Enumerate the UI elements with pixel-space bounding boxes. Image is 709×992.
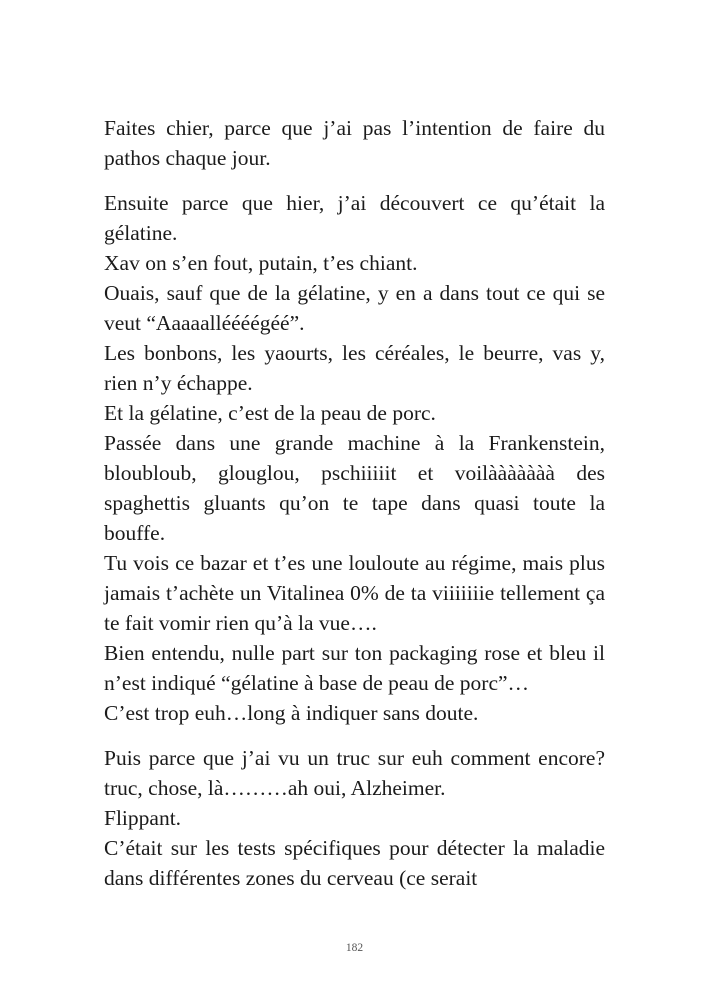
text-line: Ensuite parce que hier, j’ai découvert ce qu’était la gélatine. — [104, 191, 605, 245]
page-number: 182 — [345, 942, 364, 954]
text-line: C’est trop euh…long à indiquer sans doute. — [104, 701, 479, 725]
text-line: Et la gélatine, c’est de la peau de porc. — [104, 401, 436, 425]
text-line: C’était sur les tests spécifiques pour détecter la maladie dans différentes zones du cerveau (ce serait — [104, 836, 605, 890]
paragraph-1 — [104, 113, 605, 173]
text-line: Faites chier, parce que j’ai pas l’intention de faire du pathos chaque jour. — [104, 116, 605, 170]
text-line: Les bonbons, les yaourts, les céréales, le beurre, vas y, rien n’y échappe. — [104, 341, 605, 395]
page-body — [104, 113, 605, 893]
text-line: Puis parce que j’ai vu un truc sur euh comment encore? truc, chose, là………ah oui, Alzheimer. — [104, 746, 605, 800]
paragraph-3 — [104, 743, 605, 893]
text-line: Flippant. — [104, 806, 182, 830]
paragraph-2 — [104, 188, 605, 728]
text-line: Bien entendu, nulle part sur ton packaging rose et bleu il n’est indiqué “gélatine à base de peau de porc”… — [104, 641, 605, 695]
text-line: Xav on s’en fout, putain, t’es chiant. — [104, 251, 418, 275]
text-line: Passée dans une grande machine à la Frankenstein, bloubloub, glouglou, pschiiiiit et voilààààààà des spaghettis gluants qu’on te tape dans quasi toute la bouffe. — [104, 431, 605, 545]
text-line: Tu vois ce bazar et t’es une louloute au régime, mais plus jamais t’achète un Vitalinea 0% de ta viiiiiiie tellement ça te fait vomir rien qu’à la vue…. — [104, 551, 605, 635]
text-line: Ouais, sauf que de la gélatine, y en a dans tout ce qui se veut “Aaaaalléééégéé”. — [104, 281, 605, 335]
